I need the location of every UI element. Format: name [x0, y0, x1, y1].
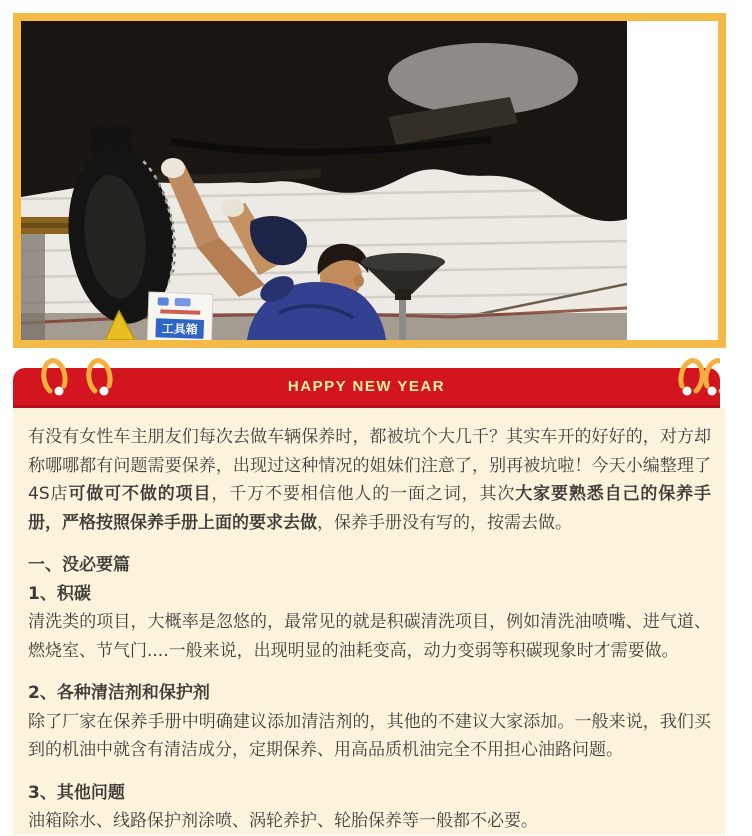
section-3-title: 3、其他问题 [28, 782, 125, 803]
intro-bold-manual: 大家要熟悉自己的保养手册，严格按照保养手册上面的要求去做 [28, 484, 712, 533]
section-2-body: 除了厂家在保养手册中明确建议添加清洁剂的，其他的不建议大家添加。一般来说，我们买到的机油中就含有清洁成分，定期保养、用高品质机油完全不用担心油路问题。 [28, 711, 711, 760]
banner-rings [13, 353, 720, 399]
section-unnecessary [28, 551, 711, 665]
toolbox-sign-label: 工具箱 [161, 321, 198, 337]
section-1-body: 清洗类的项目，大概率是忽悠的，最常见的就是积碳清洗项目，例如清洗油喷嘴、进气道、燃烧室、节气门....一般来说，出现明显的油耗变高，动力变弱等积碳现象时才需要做。 [28, 612, 711, 661]
hero-photo-gap [627, 21, 718, 340]
section-1-title: 一、没必要篇 [28, 555, 130, 575]
section-2-title: 2、各种清洁剂和保护剂 [28, 683, 210, 703]
toolbox-sign [147, 292, 213, 340]
hero-photo [21, 21, 627, 340]
binder-ring-icon [44, 361, 720, 396]
intro-text: 有没有女性车主朋友们每次去做车辆保养时，都被坑个大几千？其实车开的好好的，对方却称哪哪都有问题需要保养，出现过这种情况的姐妹们注意了，别再被坑啦！今天小编整理了4S店 [28, 427, 711, 504]
work-glove [222, 199, 244, 217]
section-other [28, 779, 711, 836]
intro-paragraph: 有没有女性车主朋友们每次去做车辆保养时，都被坑个大几千？其实车开的好好的，对方却称哪哪都有问题需要保养，出现过这种情况的姐妹们注意了，别再被坑啦！今天小编整理了4S店可做可不做的项目，千万不要相信他人的一面之词，其次大家要熟悉自己的保养手册，严格按照保养手册上面的要求去做，保养手册没有写的，按需去做。 [28, 427, 712, 533]
banner-section [13, 353, 720, 408]
section-cleaners [28, 679, 711, 765]
section-1-subtitle: 1、积碳 [28, 583, 91, 604]
intro-bold-projects: 可做可不做的项目 [68, 484, 212, 504]
banner-title: HAPPY NEW YEAR [287, 378, 446, 395]
section-3-body: 油箱除水、线路保护剂涂喷、涡轮养护、轮胎保养等一般都不必要。 [28, 811, 538, 831]
article-body [13, 408, 725, 835]
hero-photo-frame [13, 13, 726, 348]
work-glove [161, 158, 185, 178]
